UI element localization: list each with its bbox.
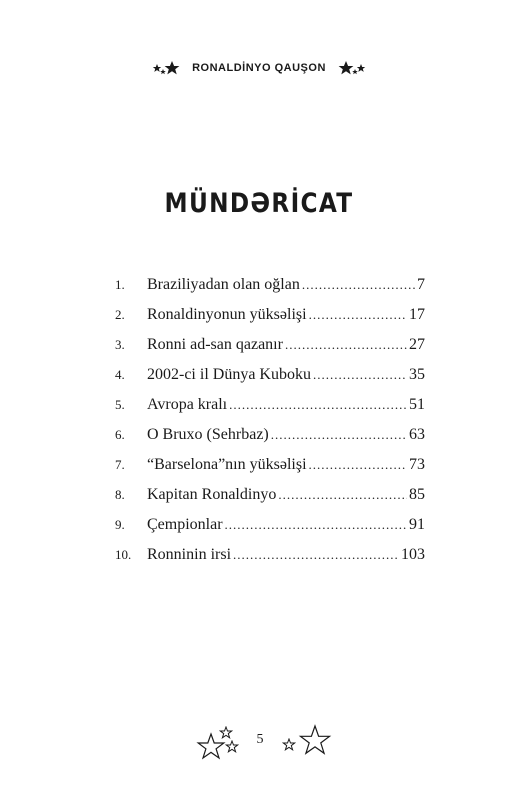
entry-page: 51: [409, 396, 425, 413]
entry-number: 6.: [115, 427, 125, 442]
entry-page: 73: [409, 456, 425, 473]
star-cluster-icon: [336, 60, 366, 76]
entry-title: Ronni ad-san qazanır: [147, 336, 283, 353]
toc-entry[interactable]: [115, 486, 425, 516]
toc-entry[interactable]: [115, 516, 425, 546]
entry-page: 35: [409, 366, 425, 383]
entry-number: 9.: [115, 517, 125, 532]
running-head: [0, 58, 518, 78]
dot-leader: [313, 367, 407, 383]
entry-title: Ronaldinyonun yüksəlişi: [147, 306, 307, 323]
dot-leader: [285, 337, 407, 353]
entry-page: 7: [417, 276, 425, 293]
entry-page: 85: [409, 486, 425, 503]
contents-heading: MÜNDƏRİCAT: [164, 188, 354, 219]
dot-leader: [229, 397, 407, 413]
dot-leader: [233, 547, 399, 563]
entry-page: 27: [409, 336, 425, 353]
page-number: 5: [256, 732, 264, 747]
outline-star-icon: [219, 726, 233, 740]
toc-entry[interactable]: [115, 426, 425, 456]
toc-entry[interactable]: [115, 546, 425, 576]
entry-page: 103: [401, 546, 425, 563]
entry-number: 7.: [115, 457, 125, 472]
outline-star-icon: [298, 724, 332, 758]
toc-entry[interactable]: [115, 306, 425, 336]
entry-number: 3.: [115, 337, 125, 352]
entry-number: 10.: [115, 547, 132, 562]
entry-number: 1.: [115, 277, 125, 292]
entry-number: 2.: [115, 307, 125, 322]
entry-title: Avropa kralı: [147, 396, 228, 413]
entry-title: 2002-ci il Dünya Kuboku: [147, 366, 311, 383]
page-footer: [0, 720, 518, 770]
toc-entry[interactable]: [115, 456, 425, 486]
entry-title: Ronninin irsi: [147, 546, 232, 563]
running-title: RONALDİNYO QAUŞON: [192, 62, 326, 74]
outline-star-icon: [282, 738, 296, 752]
entry-page: 91: [409, 516, 425, 533]
table-of-contents: [115, 276, 425, 576]
entry-title: Braziliyadan olan oğlan: [147, 276, 300, 293]
entry-title: “Barselona”nın yüksəlişi: [147, 456, 307, 473]
entry-page: 63: [409, 426, 425, 443]
dot-leader: [271, 427, 407, 443]
dot-leader: [309, 457, 407, 473]
toc-entry[interactable]: [115, 366, 425, 396]
toc-entry[interactable]: [115, 276, 425, 306]
entry-number: 5.: [115, 397, 125, 412]
dot-leader: [278, 487, 407, 503]
star-cluster-icon: [152, 60, 182, 76]
toc-entry[interactable]: [115, 336, 425, 366]
toc-entry[interactable]: [115, 396, 425, 426]
dot-leader: [225, 517, 407, 533]
outline-star-icon: [225, 740, 239, 754]
dot-leader: [302, 277, 415, 293]
entry-title: O Bruxo (Sehrbaz): [147, 426, 269, 443]
entry-title: Çempionlar: [147, 516, 223, 533]
entry-title: Kapitan Ronaldinyo: [147, 486, 277, 503]
dot-leader: [309, 307, 407, 323]
entry-number: 4.: [115, 367, 125, 382]
entry-page: 17: [409, 306, 425, 323]
entry-number: 8.: [115, 487, 125, 502]
